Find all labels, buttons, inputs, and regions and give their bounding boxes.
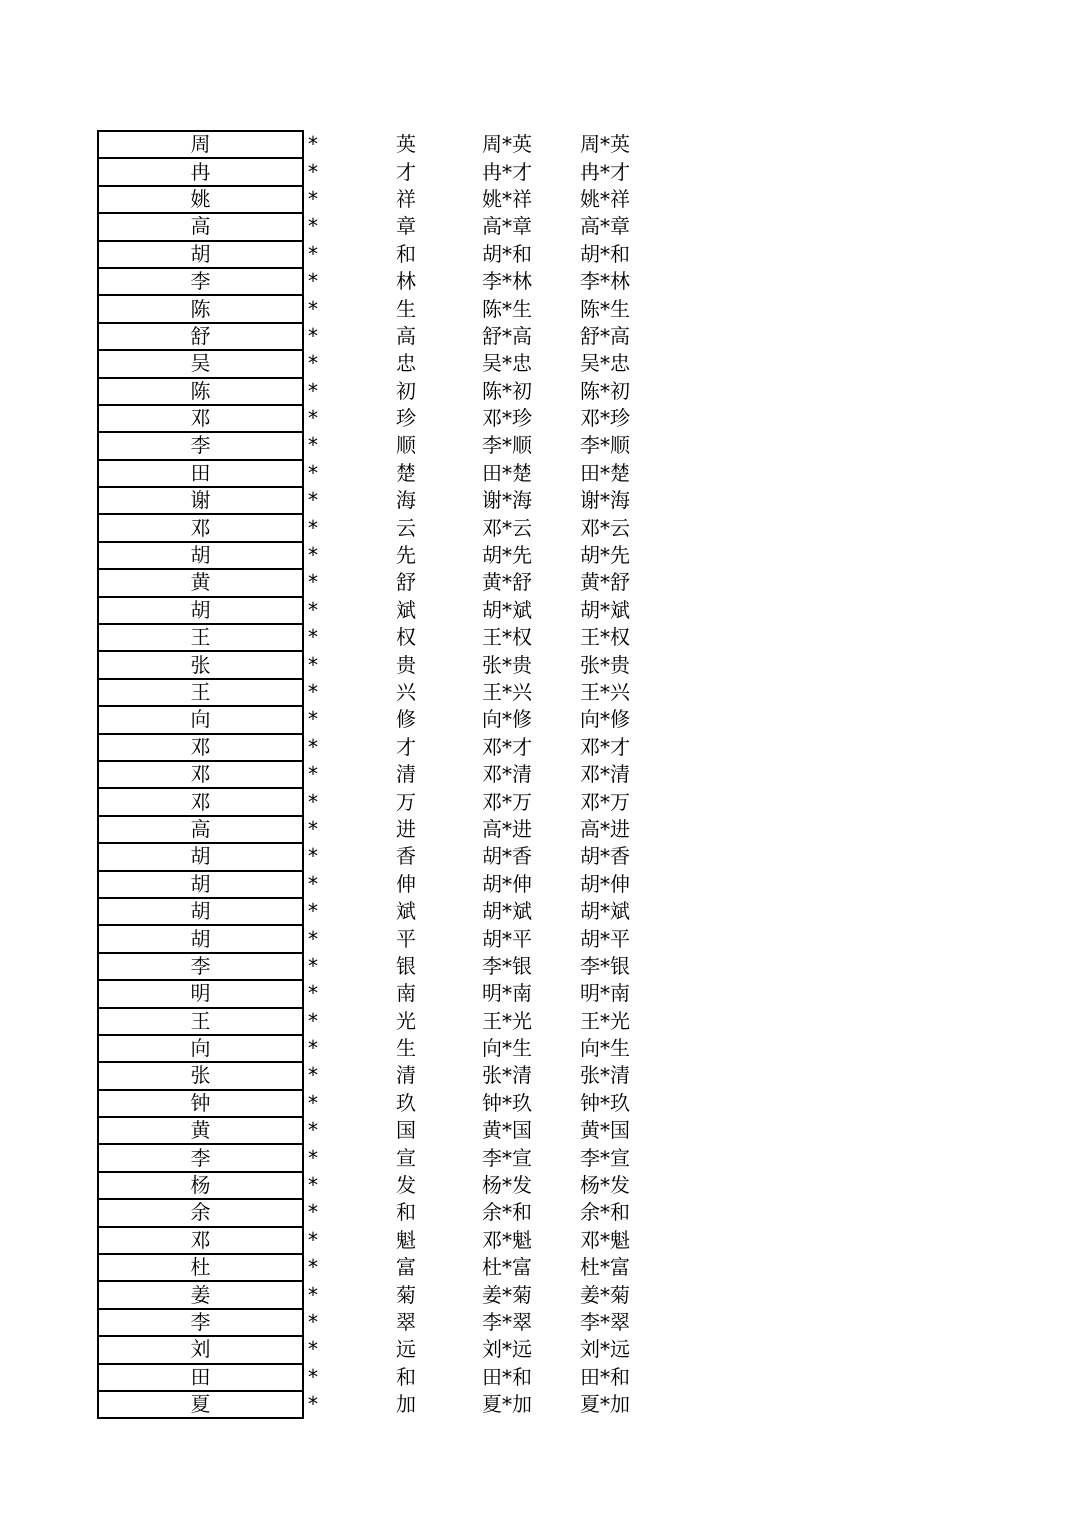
masked-name-copy-cell: 王*兴 — [580, 680, 630, 704]
masked-name-copy-cell: 夏*加 — [580, 1392, 630, 1417]
masked-name-copy-cell: 李*林 — [580, 269, 630, 294]
masked-name-copy-cell: 高*进 — [580, 816, 630, 841]
masked-name-cell: 高*进 — [482, 816, 532, 841]
mask-cell: * — [308, 296, 318, 321]
masked-name-cell: 胡*香 — [482, 844, 532, 869]
mask-cell: * — [308, 515, 318, 540]
masked-name-cell: 胡*斌 — [482, 899, 532, 924]
surname-cell: 黄 — [98, 1117, 303, 1144]
masked-name-cell: 高*章 — [482, 214, 532, 239]
given-name-cell: 清 — [396, 1063, 416, 1088]
given-name-cell: 斌 — [396, 597, 416, 622]
masked-name-cell: 黄*国 — [482, 1118, 532, 1143]
mask-cell: * — [308, 543, 318, 568]
surname-cell: 邓 — [98, 514, 303, 541]
table-row — [98, 1199, 698, 1226]
mask-cell: * — [308, 378, 318, 403]
masked-name-copy-cell: 向*修 — [580, 707, 630, 732]
mask-cell: * — [308, 680, 318, 704]
given-name-cell: 初 — [396, 378, 416, 403]
masked-name-cell: 胡*先 — [482, 543, 532, 568]
table-row — [98, 405, 698, 432]
mask-cell: * — [308, 214, 318, 239]
given-name-cell: 平 — [396, 926, 416, 951]
table-row — [98, 295, 698, 322]
table-row — [98, 843, 698, 870]
masked-name-cell: 田*和 — [482, 1364, 532, 1389]
masked-name-copy-cell: 姚*祥 — [580, 186, 630, 211]
mask-cell: * — [308, 351, 318, 376]
surname-cell: 吴 — [98, 350, 303, 377]
mask-cell: * — [308, 1063, 318, 1088]
given-name-cell: 和 — [396, 1200, 416, 1225]
masked-name-cell: 胡*伸 — [482, 871, 532, 896]
mask-cell: * — [308, 1090, 318, 1115]
surname-cell: 舒 — [98, 323, 303, 350]
table-row — [98, 542, 698, 569]
table-row — [98, 1035, 698, 1062]
given-name-cell: 国 — [396, 1118, 416, 1143]
masked-name-cell: 李*翠 — [482, 1309, 532, 1334]
masked-name-cell: 周*英 — [482, 132, 532, 157]
surname-cell: 田 — [98, 460, 303, 487]
masked-name-copy-cell: 姜*菊 — [580, 1282, 630, 1307]
table-row — [98, 378, 698, 405]
mask-cell: * — [308, 844, 318, 869]
masked-name-copy-cell: 邓*才 — [580, 734, 630, 759]
mask-cell: * — [308, 323, 318, 348]
mask-cell: * — [308, 406, 318, 431]
table-row — [98, 1117, 698, 1144]
table-row — [98, 925, 698, 952]
mask-cell: * — [308, 926, 318, 951]
mask-cell: * — [308, 953, 318, 978]
masked-name-copy-cell: 邓*珍 — [580, 406, 630, 431]
given-name-cell: 兴 — [396, 680, 416, 704]
masked-name-cell: 邓*才 — [482, 734, 532, 759]
mask-cell: * — [308, 1036, 318, 1061]
surname-cell: 刘 — [98, 1336, 303, 1363]
table-row — [98, 487, 698, 514]
masked-name-cell: 谢*海 — [482, 488, 532, 513]
surname-cell: 余 — [98, 1199, 303, 1226]
given-name-cell: 加 — [396, 1392, 416, 1417]
masked-name-copy-cell: 舒*高 — [580, 323, 630, 348]
surname-cell: 邓 — [98, 734, 303, 761]
masked-name-cell: 向*生 — [482, 1036, 532, 1061]
mask-cell: * — [308, 789, 318, 814]
surname-cell: 邓 — [98, 788, 303, 815]
given-name-cell: 生 — [396, 296, 416, 321]
table-row — [98, 1172, 698, 1199]
masked-name-copy-cell: 杨*发 — [580, 1173, 630, 1198]
given-name-cell: 万 — [396, 789, 416, 814]
surname-cell: 田 — [98, 1364, 303, 1391]
table-row — [98, 706, 698, 733]
surname-cell: 李 — [98, 953, 303, 980]
masked-name-copy-cell: 黄*国 — [580, 1118, 630, 1143]
masked-name-cell: 邓*万 — [482, 789, 532, 814]
surname-cell: 邓 — [98, 405, 303, 432]
mask-cell: * — [308, 159, 318, 184]
surname-cell: 冉 — [98, 158, 303, 185]
masked-name-copy-cell: 胡*先 — [580, 543, 630, 568]
mask-cell: * — [308, 707, 318, 732]
mask-cell: * — [308, 488, 318, 513]
masked-name-cell: 张*贵 — [482, 652, 532, 677]
mask-cell: * — [308, 1282, 318, 1307]
surname-cell: 夏 — [98, 1391, 303, 1418]
masked-name-cell: 王*光 — [482, 1008, 532, 1033]
table-row — [98, 460, 698, 487]
surname-cell: 胡 — [98, 542, 303, 569]
masked-name-cell: 陈*初 — [482, 378, 532, 403]
table-row — [98, 350, 698, 377]
mask-cell: * — [308, 762, 318, 787]
given-name-cell: 宣 — [396, 1145, 416, 1170]
masked-name-cell: 邓*清 — [482, 762, 532, 787]
masked-name-copy-cell: 向*生 — [580, 1036, 630, 1061]
masked-name-cell: 杜*富 — [482, 1255, 532, 1280]
masked-name-cell: 明*南 — [482, 981, 532, 1006]
given-name-cell: 和 — [396, 1364, 416, 1389]
masked-name-copy-cell: 陈*生 — [580, 296, 630, 321]
masked-name-cell: 杨*发 — [482, 1173, 532, 1198]
masked-name-copy-cell: 田*和 — [580, 1364, 630, 1389]
mask-cell: * — [308, 734, 318, 759]
table-row — [98, 734, 698, 761]
masked-name-cell: 胡*和 — [482, 241, 532, 266]
surname-cell: 胡 — [98, 898, 303, 925]
surname-cell: 黄 — [98, 569, 303, 596]
surname-cell: 王 — [98, 624, 303, 651]
given-name-cell: 富 — [396, 1255, 416, 1280]
masked-name-cell: 邓*魁 — [482, 1227, 532, 1252]
table-row — [98, 898, 698, 925]
mask-cell: * — [308, 652, 318, 677]
given-name-cell: 先 — [396, 543, 416, 568]
given-name-cell: 才 — [396, 159, 416, 184]
masked-name-copy-cell: 王*光 — [580, 1008, 630, 1033]
given-name-cell: 清 — [396, 762, 416, 787]
masked-name-cell: 李*银 — [482, 953, 532, 978]
masked-name-copy-cell: 明*南 — [580, 981, 630, 1006]
masked-name-copy-cell: 张*清 — [580, 1063, 630, 1088]
masked-name-copy-cell: 陈*初 — [580, 378, 630, 403]
masked-name-cell: 陈*生 — [482, 296, 532, 321]
masked-name-cell: 向*修 — [482, 707, 532, 732]
masked-name-copy-cell: 李*翠 — [580, 1309, 630, 1334]
surname-cell: 向 — [98, 1035, 303, 1062]
table-row — [98, 569, 698, 596]
table-row — [98, 131, 698, 158]
name-table-body — [98, 131, 698, 1418]
given-name-cell: 才 — [396, 734, 416, 759]
masked-name-cell: 李*宣 — [482, 1145, 532, 1170]
masked-name-copy-cell: 张*贵 — [580, 652, 630, 677]
masked-name-copy-cell: 钟*玖 — [580, 1090, 630, 1115]
mask-cell: * — [308, 1364, 318, 1389]
surname-cell: 王 — [98, 1008, 303, 1035]
mask-cell: * — [308, 1200, 318, 1225]
given-name-cell: 生 — [396, 1036, 416, 1061]
masked-name-cell: 黄*舒 — [482, 570, 532, 595]
given-name-cell: 权 — [396, 625, 416, 650]
masked-name-cell: 李*顺 — [482, 433, 532, 458]
masked-name-cell: 吴*忠 — [482, 351, 532, 376]
masked-name-copy-cell: 胡*和 — [580, 241, 630, 266]
table-row — [98, 1090, 698, 1117]
name-table — [97, 130, 699, 1419]
given-name-cell: 舒 — [396, 570, 416, 595]
given-name-cell: 忠 — [396, 351, 416, 376]
masked-name-copy-cell: 胡*斌 — [580, 899, 630, 924]
surname-cell: 胡 — [98, 871, 303, 898]
mask-cell: * — [308, 460, 318, 485]
table-row — [98, 1254, 698, 1281]
masked-name-cell: 邓*珍 — [482, 406, 532, 431]
table-row — [98, 158, 698, 185]
mask-cell: * — [308, 186, 318, 211]
given-name-cell: 云 — [396, 515, 416, 540]
given-name-cell: 英 — [396, 132, 416, 157]
masked-name-cell: 胡*平 — [482, 926, 532, 951]
given-name-cell: 章 — [396, 214, 416, 239]
surname-cell: 陈 — [98, 295, 303, 322]
masked-name-cell: 胡*斌 — [482, 597, 532, 622]
table-row — [98, 761, 698, 788]
table-row — [98, 268, 698, 295]
masked-name-copy-cell: 邓*万 — [580, 789, 630, 814]
masked-name-cell: 李*林 — [482, 269, 532, 294]
masked-name-copy-cell: 李*宣 — [580, 1145, 630, 1170]
surname-cell: 周 — [98, 131, 303, 158]
surname-cell: 姜 — [98, 1281, 303, 1308]
surname-cell: 李 — [98, 268, 303, 295]
given-name-cell: 高 — [396, 323, 416, 348]
table-row — [98, 788, 698, 815]
masked-name-copy-cell: 胡*斌 — [580, 597, 630, 622]
masked-name-cell: 王*权 — [482, 625, 532, 650]
mask-cell: * — [308, 625, 318, 650]
mask-cell: * — [308, 1173, 318, 1198]
mask-cell: * — [308, 1337, 318, 1362]
table-row — [98, 323, 698, 350]
mask-cell: * — [308, 1145, 318, 1170]
table-row — [98, 624, 698, 651]
given-name-cell: 斌 — [396, 899, 416, 924]
table-row — [98, 1144, 698, 1171]
surname-cell: 胡 — [98, 241, 303, 268]
given-name-cell: 光 — [396, 1008, 416, 1033]
masked-name-cell: 夏*加 — [482, 1392, 532, 1417]
table-row — [98, 980, 698, 1007]
surname-cell: 李 — [98, 1309, 303, 1336]
given-name-cell: 海 — [396, 488, 416, 513]
masked-name-cell: 姜*菊 — [482, 1282, 532, 1307]
masked-name-cell: 钟*玖 — [482, 1090, 532, 1115]
table-row — [98, 1364, 698, 1391]
mask-cell: * — [308, 899, 318, 924]
masked-name-copy-cell: 田*楚 — [580, 460, 630, 485]
surname-cell: 明 — [98, 980, 303, 1007]
mask-cell: * — [308, 1309, 318, 1334]
masked-name-copy-cell: 邓*清 — [580, 762, 630, 787]
given-name-cell: 菊 — [396, 1282, 416, 1307]
surname-cell: 邓 — [98, 1227, 303, 1254]
masked-name-cell: 余*和 — [482, 1200, 532, 1225]
surname-cell: 谢 — [98, 487, 303, 514]
mask-cell: * — [308, 570, 318, 595]
surname-cell: 钟 — [98, 1090, 303, 1117]
mask-cell: * — [308, 597, 318, 622]
table-row — [98, 816, 698, 843]
surname-cell: 胡 — [98, 925, 303, 952]
surname-cell: 姚 — [98, 186, 303, 213]
table-row — [98, 514, 698, 541]
mask-cell: * — [308, 1255, 318, 1280]
masked-name-copy-cell: 高*章 — [580, 214, 630, 239]
masked-name-copy-cell: 刘*远 — [580, 1337, 630, 1362]
masked-name-cell: 舒*高 — [482, 323, 532, 348]
masked-name-cell: 冉*才 — [482, 159, 532, 184]
given-name-cell: 香 — [396, 844, 416, 869]
surname-cell: 杨 — [98, 1172, 303, 1199]
surname-cell: 李 — [98, 432, 303, 459]
masked-name-cell: 张*清 — [482, 1063, 532, 1088]
table-row — [98, 1309, 698, 1336]
masked-name-copy-cell: 王*权 — [580, 625, 630, 650]
mask-cell: * — [308, 1392, 318, 1417]
surname-cell: 胡 — [98, 597, 303, 624]
given-name-cell: 南 — [396, 981, 416, 1006]
masked-name-cell: 姚*祥 — [482, 186, 532, 211]
given-name-cell: 祥 — [396, 186, 416, 211]
given-name-cell: 贵 — [396, 652, 416, 677]
table-row — [98, 1062, 698, 1089]
given-name-cell: 顺 — [396, 433, 416, 458]
table-row — [98, 1227, 698, 1254]
mask-cell: * — [308, 1008, 318, 1033]
surname-cell: 高 — [98, 816, 303, 843]
given-name-cell: 伸 — [396, 871, 416, 896]
table-row — [98, 953, 698, 980]
table-row — [98, 1391, 698, 1418]
mask-cell: * — [308, 132, 318, 157]
mask-cell: * — [308, 433, 318, 458]
given-name-cell: 翠 — [396, 1309, 416, 1334]
surname-cell: 王 — [98, 679, 303, 706]
masked-name-cell: 田*楚 — [482, 460, 532, 485]
mask-cell: * — [308, 816, 318, 841]
given-name-cell: 玖 — [396, 1090, 416, 1115]
table-row — [98, 1336, 698, 1363]
table-row — [98, 213, 698, 240]
given-name-cell: 珍 — [396, 406, 416, 431]
mask-cell: * — [308, 269, 318, 294]
mask-cell: * — [308, 1118, 318, 1143]
surname-cell: 杜 — [98, 1254, 303, 1281]
mask-cell: * — [308, 871, 318, 896]
table-row — [98, 432, 698, 459]
masked-name-copy-cell: 胡*平 — [580, 926, 630, 951]
masked-name-copy-cell: 胡*伸 — [580, 871, 630, 896]
masked-name-copy-cell: 邓*云 — [580, 515, 630, 540]
masked-name-copy-cell: 杜*富 — [580, 1255, 630, 1280]
given-name-cell: 进 — [396, 816, 416, 841]
given-name-cell: 和 — [396, 241, 416, 266]
masked-name-copy-cell: 李*银 — [580, 953, 630, 978]
masked-name-copy-cell: 黄*舒 — [580, 570, 630, 595]
given-name-cell: 楚 — [396, 460, 416, 485]
surname-cell: 邓 — [98, 761, 303, 788]
table-row — [98, 651, 698, 678]
surname-cell: 陈 — [98, 378, 303, 405]
masked-name-cell: 刘*远 — [482, 1337, 532, 1362]
surname-cell: 李 — [98, 1144, 303, 1171]
table-row — [98, 871, 698, 898]
masked-name-copy-cell: 邓*魁 — [580, 1227, 630, 1252]
masked-name-copy-cell: 吴*忠 — [580, 351, 630, 376]
masked-name-cell: 邓*云 — [482, 515, 532, 540]
table-row — [98, 1281, 698, 1308]
surname-cell: 胡 — [98, 843, 303, 870]
table-row — [98, 1008, 698, 1035]
surname-cell: 张 — [98, 651, 303, 678]
table-row — [98, 241, 698, 268]
mask-cell: * — [308, 241, 318, 266]
given-name-cell: 林 — [396, 269, 416, 294]
masked-name-copy-cell: 李*顺 — [580, 433, 630, 458]
given-name-cell: 发 — [396, 1173, 416, 1198]
given-name-cell: 修 — [396, 707, 416, 732]
masked-name-copy-cell: 冉*才 — [580, 159, 630, 184]
table-row — [98, 679, 698, 706]
table-row — [98, 186, 698, 213]
masked-name-copy-cell: 胡*香 — [580, 844, 630, 869]
masked-name-copy-cell: 余*和 — [580, 1200, 630, 1225]
mask-cell: * — [308, 981, 318, 1006]
given-name-cell: 远 — [396, 1337, 416, 1362]
surname-cell: 高 — [98, 213, 303, 240]
mask-cell: * — [308, 1227, 318, 1252]
given-name-cell: 魁 — [396, 1227, 416, 1252]
masked-name-copy-cell: 周*英 — [580, 132, 630, 157]
surname-cell: 向 — [98, 706, 303, 733]
surname-cell: 张 — [98, 1062, 303, 1089]
masked-name-copy-cell: 谢*海 — [580, 488, 630, 513]
given-name-cell: 银 — [396, 953, 416, 978]
table-row — [98, 597, 698, 624]
masked-name-cell: 王*兴 — [482, 680, 532, 704]
